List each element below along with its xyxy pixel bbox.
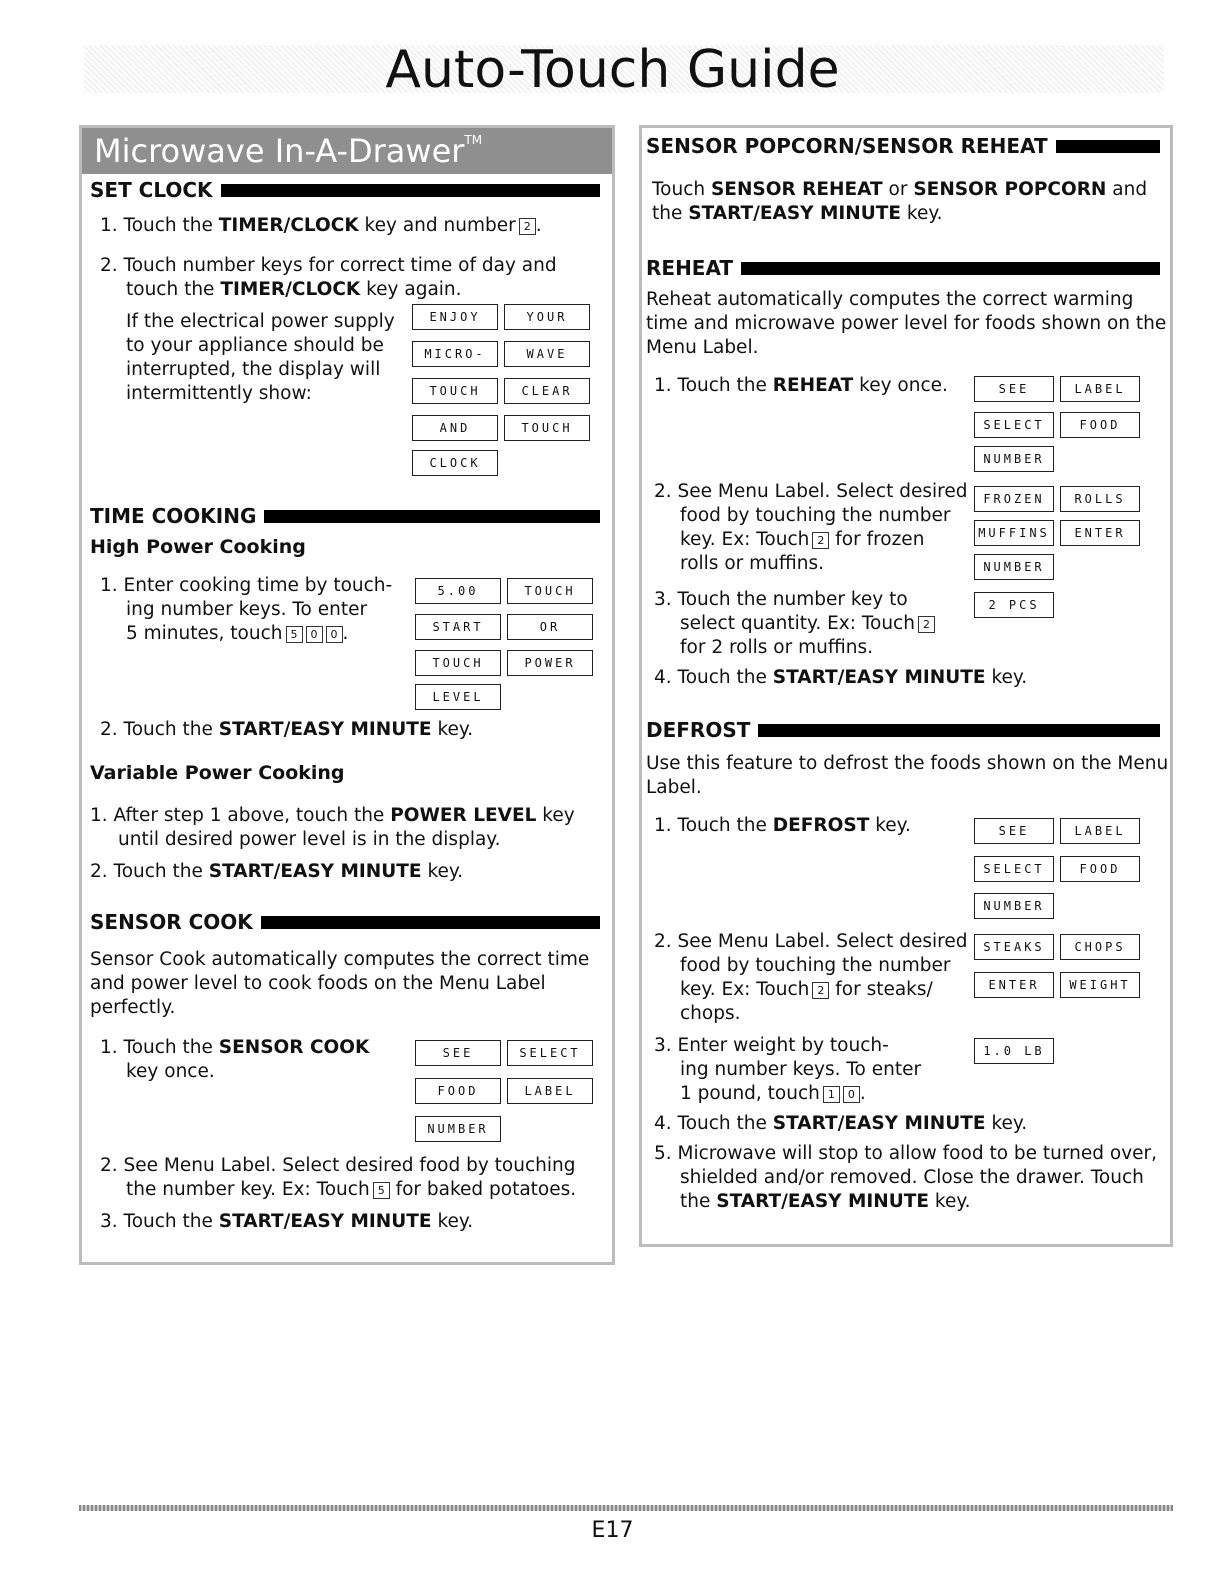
lcd-select: SELECT <box>507 1040 593 1066</box>
defrost-heading: DEFROST <box>646 718 1160 742</box>
lcd-food: FOOD <box>415 1078 501 1104</box>
sensor-cook-heading: SENSOR COOK <box>90 910 600 934</box>
time-step-1c: 5 minutes, touch 5 0 0 . <box>126 623 349 644</box>
reheat-step-3c: for 2 rolls or muffins. <box>680 637 873 658</box>
banner: Microwave In-A-Drawer™ <box>82 128 612 174</box>
sensor-cook-intro-3: perfectly. <box>90 997 176 1018</box>
defrost-step-5b: shielded and/or removed. Close the drawer. Touch <box>680 1167 1144 1188</box>
lcd-and: AND <box>412 415 498 441</box>
lcd-see: SEE <box>415 1040 501 1066</box>
sensor-cook-step-2b: the number key. Ex: Touch 5 for baked potatoes. <box>126 1179 577 1200</box>
lcd-select: SELECT <box>974 412 1054 438</box>
reheat-step-2c: key. Ex: Touch 2 for frozen <box>680 529 925 550</box>
defrost-step-2b: food by touching the number <box>680 955 951 976</box>
defrost-step-2c: key. Ex: Touch 2 for steaks/ <box>680 979 933 1000</box>
lcd-touch-2: TOUCH <box>504 415 590 441</box>
lcd-enjoy: ENJOY <box>412 304 498 330</box>
lcd-label: LABEL <box>1060 376 1140 402</box>
set-clock-step-2a: 2. Touch number keys for correct time of day and <box>100 255 557 276</box>
lcd-enter: ENTER <box>1060 520 1140 546</box>
lcd-weight: WEIGHT <box>1060 972 1140 998</box>
time-cooking-heading: TIME COOKING <box>90 504 600 528</box>
variable-step-1a: 1. After step 1 above, touch the POWER LEVEL key <box>90 805 575 826</box>
lcd-your: YOUR <box>504 304 590 330</box>
sensor-cook-intro-1: Sensor Cook automatically computes the correct time <box>90 949 590 970</box>
page-title: Auto-Touch Guide <box>385 40 840 100</box>
defrost-step-3a: 3. Enter weight by touch- <box>654 1035 889 1056</box>
lcd-clock: CLOCK <box>412 450 498 476</box>
lcd-steaks: STEAKS <box>974 934 1054 960</box>
sensor-popcorn-line-2: the START/EASY MINUTE key. <box>652 203 943 224</box>
defrost-step-5c: the START/EASY MINUTE key. <box>680 1191 971 1212</box>
lcd-number-2: NUMBER <box>974 554 1054 580</box>
lcd-see: SEE <box>974 376 1054 402</box>
lcd-frozen: FROZEN <box>974 486 1054 512</box>
sensor-cook-step-1b: key once. <box>126 1061 215 1082</box>
sensor-cook-step-1a: 1. Touch the SENSOR COOK <box>100 1037 370 1058</box>
lcd-power: POWER <box>507 650 593 676</box>
lcd-500: 5.00 <box>415 578 501 604</box>
sensor-cook-step-2a: 2. See Menu Label. Select desired food by touching <box>100 1155 576 1176</box>
left-panel <box>79 125 615 1265</box>
lcd-food: FOOD <box>1060 856 1140 882</box>
right-panel <box>639 125 1173 1247</box>
defrost-step-2d: chops. <box>680 1003 741 1024</box>
reheat-intro-2: time and microwave power level for foods shown on the <box>646 313 1167 334</box>
defrost-step-2a: 2. See Menu Label. Select desired <box>654 931 968 952</box>
reheat-step-2d: rolls or muffins. <box>680 553 824 574</box>
footer-divider <box>79 1505 1173 1511</box>
variable-step-2: 2. Touch the START/EASY MINUTE key. <box>90 861 464 882</box>
set-clock-note-2: to your appliance should be <box>126 335 384 356</box>
lcd-or: OR <box>507 614 593 640</box>
reheat-step-3a: 3. Touch the number key to <box>654 589 908 610</box>
defrost-step-3b: ing number keys. To enter <box>680 1059 922 1080</box>
page-number: E17 <box>591 1518 634 1543</box>
lcd-see: SEE <box>974 818 1054 844</box>
defrost-step-4: 4. Touch the START/EASY MINUTE key. <box>654 1113 1028 1134</box>
sensor-popcorn-heading: SENSOR POPCORN/SENSOR REHEAT <box>646 134 1160 158</box>
reheat-step-2a: 2. See Menu Label. Select desired <box>654 481 968 502</box>
reheat-heading: REHEAT <box>646 256 1160 280</box>
set-clock-heading: SET CLOCK <box>90 178 600 202</box>
lcd-select: SELECT <box>974 856 1054 882</box>
lcd-touch: TOUCH <box>412 378 498 404</box>
reheat-step-1: 1. Touch the REHEAT key once. <box>654 375 948 396</box>
set-clock-note-3: interrupted, the display will <box>126 359 381 380</box>
sensor-cook-intro-2: and power level to cook foods on the Menu Label <box>90 973 546 994</box>
lcd-number: NUMBER <box>974 893 1054 919</box>
set-clock-note-4: intermittently show: <box>126 383 312 404</box>
variable-step-1b: until desired power level is in the display. <box>118 829 501 850</box>
defrost-step-3c: 1 pound, touch 1 0 . <box>680 1083 866 1104</box>
lcd-2pcs: 2 PCS <box>974 592 1054 618</box>
variable-power-heading: Variable Power Cooking <box>90 762 345 784</box>
high-power-heading: High Power Cooking <box>90 536 306 558</box>
reheat-intro-1: Reheat automatically computes the correct warming <box>646 289 1134 310</box>
lcd-label: LABEL <box>1060 818 1140 844</box>
lcd-wave: WAVE <box>504 341 590 367</box>
lcd-1lb: 1.0 LB <box>974 1038 1054 1064</box>
reheat-step-4: 4. Touch the START/EASY MINUTE key. <box>654 667 1028 688</box>
lcd-micro: MICRO- <box>412 341 498 367</box>
reheat-step-2b: food by touching the number <box>680 505 951 526</box>
lcd-label: LABEL <box>507 1078 593 1104</box>
reheat-intro-3: Menu Label. <box>646 337 759 358</box>
defrost-intro-1: Use this feature to defrost the foods shown on the Menu <box>646 753 1169 774</box>
defrost-step-1: 1. Touch the DEFROST key. <box>654 815 911 836</box>
lcd-start: START <box>415 614 501 640</box>
set-clock-step-1: 1. Touch the TIMER/CLOCK key and number 2 . <box>100 215 542 236</box>
defrost-intro-2: Label. <box>646 777 702 798</box>
lcd-number: NUMBER <box>974 446 1054 472</box>
set-clock-step-2b: touch the TIMER/CLOCK key again. <box>126 279 462 300</box>
lcd-touch-2: TOUCH <box>415 650 501 676</box>
lcd-level: LEVEL <box>415 684 501 710</box>
time-step-2: 2. Touch the START/EASY MINUTE key. <box>100 719 474 740</box>
lcd-food: FOOD <box>1060 412 1140 438</box>
set-clock-note-1: If the electrical power supply <box>126 311 395 332</box>
lcd-chops: CHOPS <box>1060 934 1140 960</box>
lcd-touch: TOUCH <box>507 578 593 604</box>
sensor-popcorn-line-1: Touch SENSOR REHEAT or SENSOR POPCORN and <box>652 179 1148 200</box>
defrost-step-5a: 5. Microwave will stop to allow food to be turned over, <box>654 1143 1158 1164</box>
time-step-1a: 1. Enter cooking time by touch- <box>100 575 393 596</box>
lcd-clear: CLEAR <box>504 378 590 404</box>
sensor-cook-step-3: 3. Touch the START/EASY MINUTE key. <box>100 1211 474 1232</box>
lcd-rolls: ROLLS <box>1060 486 1140 512</box>
reheat-step-3b: select quantity. Ex: Touch 2 <box>680 612 935 636</box>
lcd-enter: ENTER <box>974 972 1054 998</box>
time-step-1b: ing number keys. To enter <box>126 599 368 620</box>
lcd-number: NUMBER <box>415 1116 501 1142</box>
lcd-muffins: MUFFINS <box>974 520 1054 546</box>
